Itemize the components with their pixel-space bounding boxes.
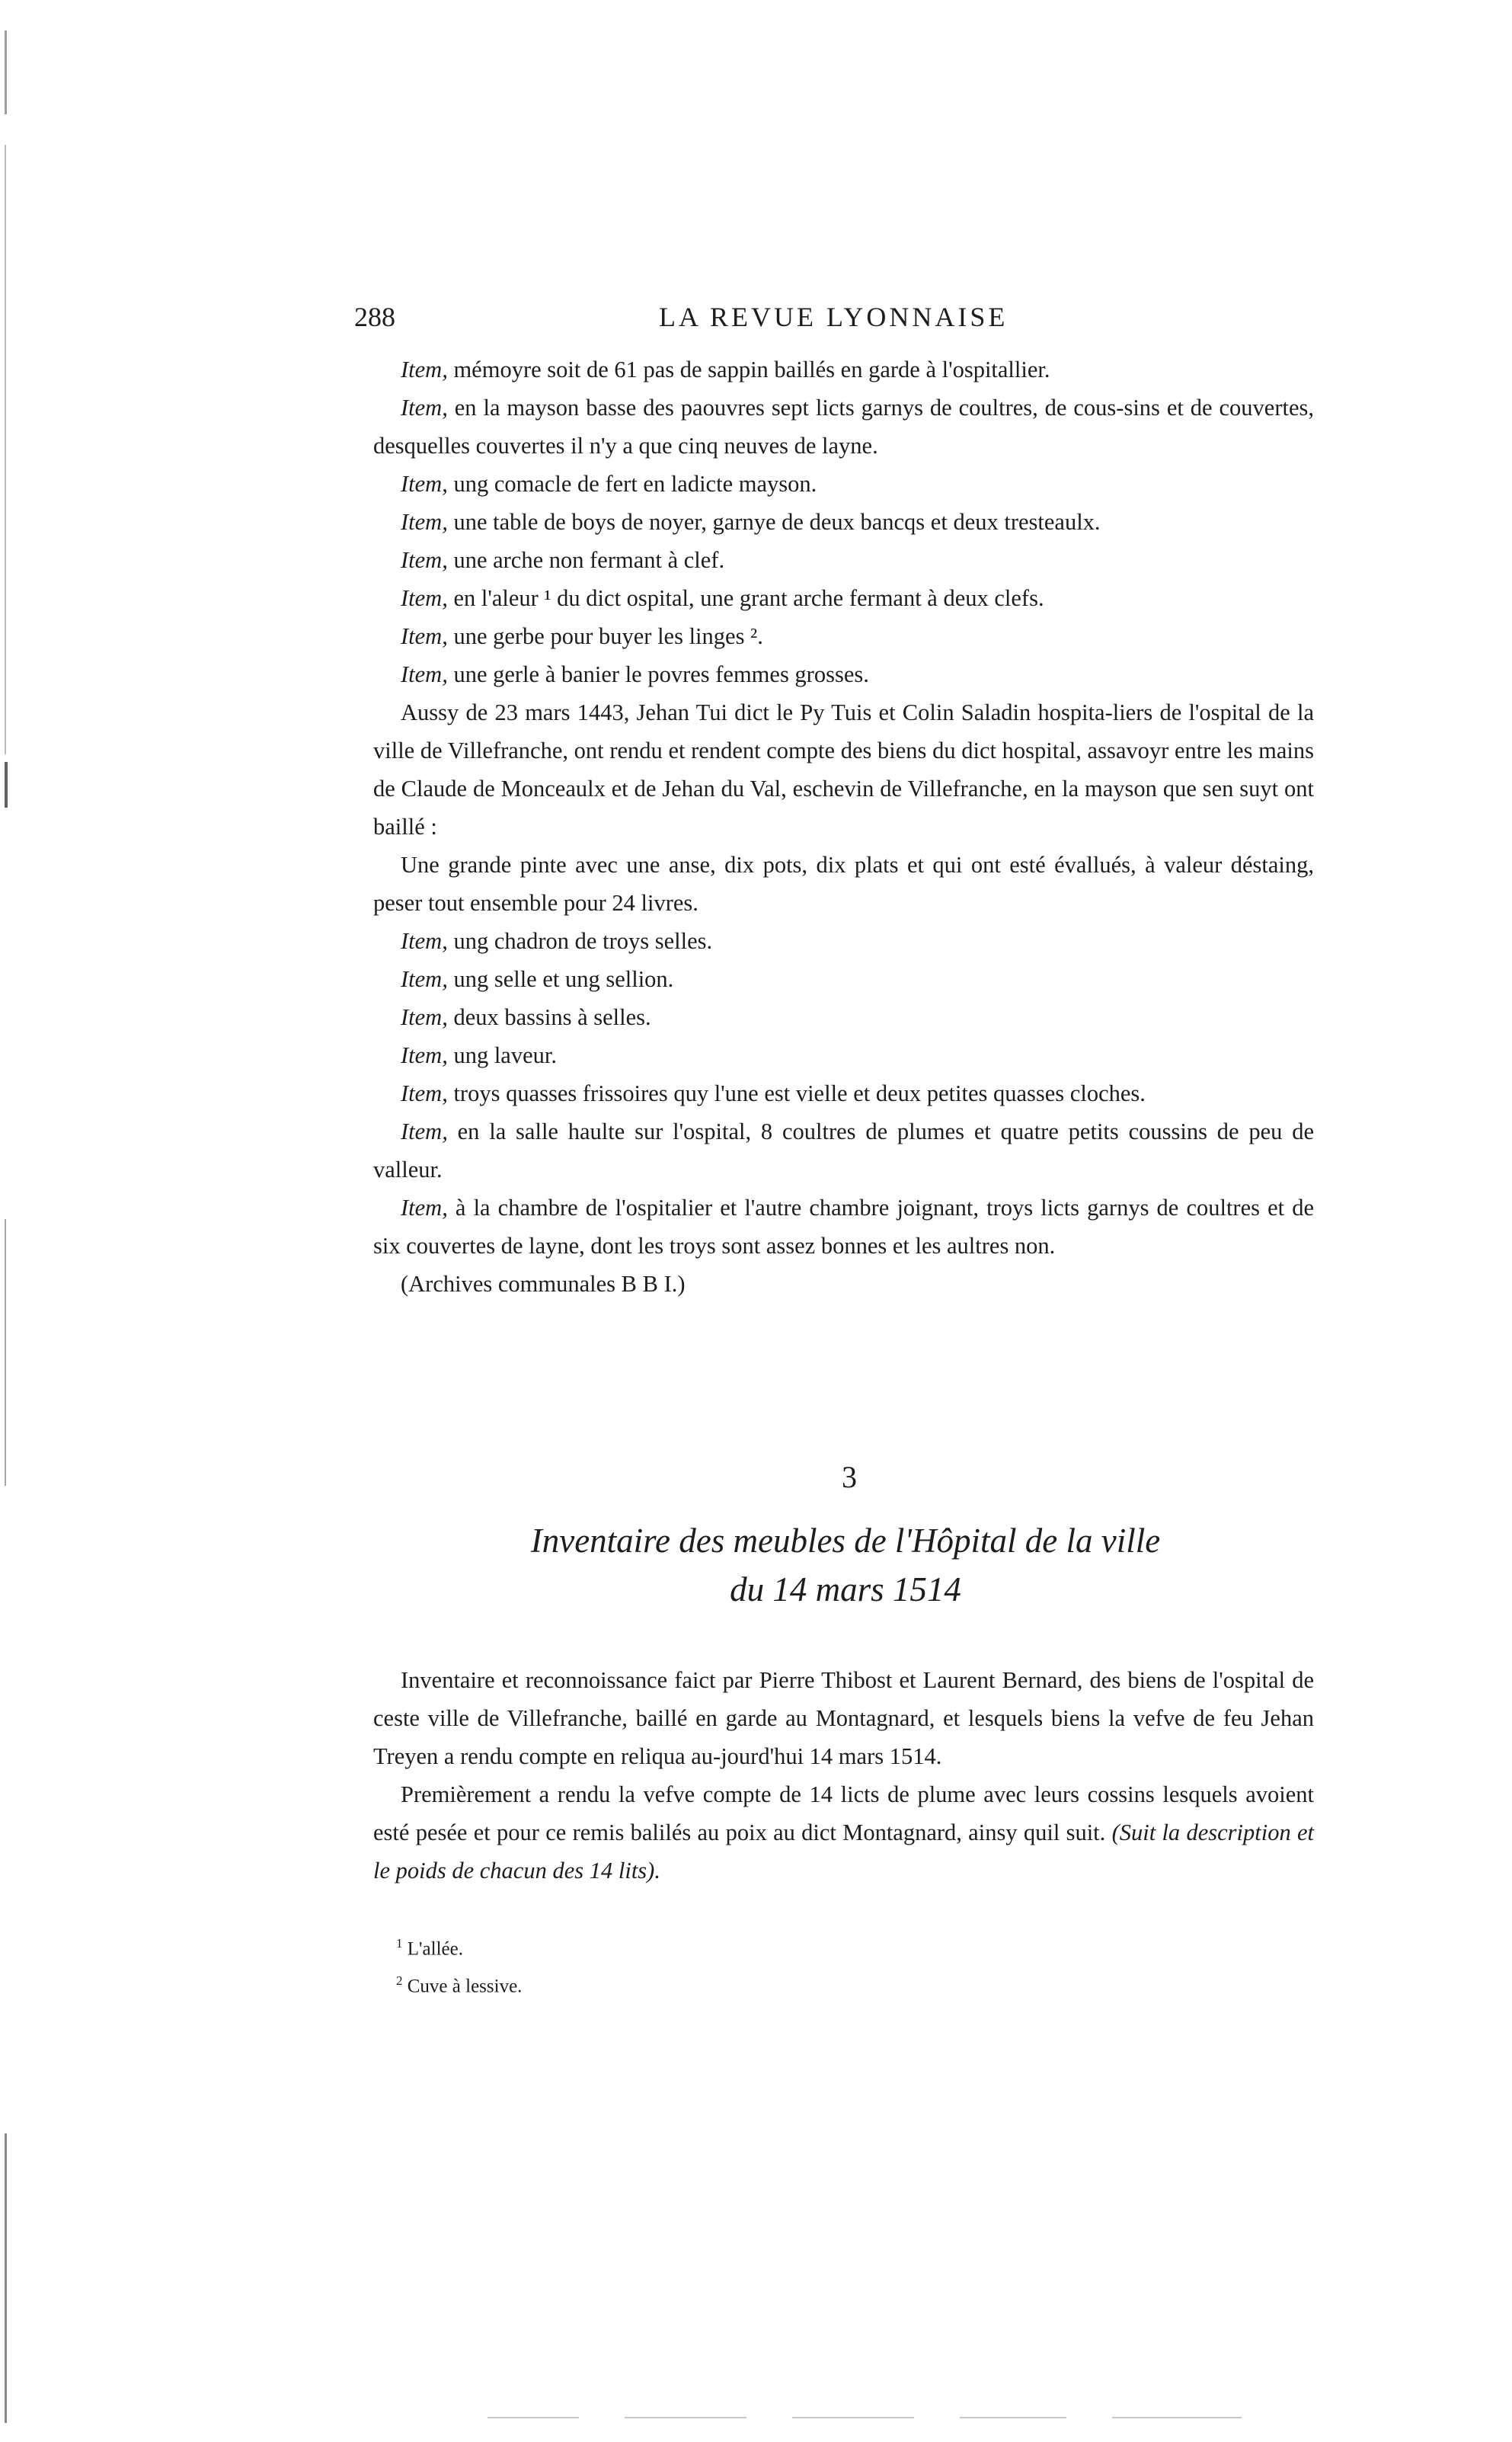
paragraph: Item, deux bassins à selles. bbox=[401, 1004, 651, 1030]
paragraph: Item, en l'aleur ¹ du dict ospital, une grant arche fermant à deux clefs. bbox=[401, 585, 1044, 611]
scan-edge-mark bbox=[5, 30, 7, 114]
paragraph: Item, troys quasses frissoires quy l'une est vielle et deux petites quasses cloches. bbox=[401, 1080, 1146, 1106]
paragraph: Item, une gerle à banier le povres femmes grosses. bbox=[401, 661, 869, 687]
paragraph: Une grande pinte avec une anse, dix pots, dix plats et qui ont esté évallués, à valeur déstaing, peser tout ensemble pour 24 livres. bbox=[373, 852, 1314, 916]
scan-edge-mark bbox=[5, 2133, 7, 2423]
running-title: LA REVUE LYONNAISE bbox=[659, 302, 1009, 332]
paragraph: Item, en la salle haulte sur l'ospital, 8 coultres de plumes et quatre petits coussins de peu de valleur. bbox=[373, 1119, 1314, 1183]
paragraph: Item, ung selle et ung sellion. bbox=[401, 966, 674, 992]
paragraph: Aussy de 23 mars 1443, Jehan Tui dict le Py Tuis et Colin Saladin hospita-liers de l'ospital de la ville de Villefranche, ont rendu et rendent compte des biens du dict hospital, assavoyr entre les mains de Claude de Monceaulx et de Jehan du Val, eschevin de Villefranche, en la mayson que sen suyt ont baillé : bbox=[373, 699, 1314, 840]
scan-rule bbox=[960, 2417, 1066, 2418]
section-title bbox=[396, 1516, 1295, 1614]
page-number: 288 bbox=[354, 302, 395, 332]
scan-edge-mark bbox=[5, 762, 8, 808]
paragraph: Inventaire et reconnoissance faict par Pierre Thibost et Laurent Bernard, des biens de l'ospital de ceste ville de Villefranche, baillé en garde au Montagnard, et lesquels biens la vefve de feu Jehan Treyen a rendu compte en reliqua au-jourd'hui 14 mars 1514. bbox=[373, 1667, 1314, 1769]
scan-edge-mark bbox=[5, 145, 6, 754]
footnote: $^1$ L'allée. bbox=[396, 1936, 463, 1960]
section-title-line-2: du 14 mars 1514 bbox=[730, 1570, 961, 1608]
paragraph: Item, ung comacle de fert en ladicte mayson. bbox=[401, 471, 817, 497]
paragraph: Item, une table de boys de noyer, garnye de deux bancqs et deux tresteaulx. bbox=[401, 509, 1101, 535]
footnote: $^2$ Cuve à lessive. bbox=[396, 1973, 523, 1997]
paragraph: Item, une arche non fermant à clef. bbox=[401, 547, 725, 573]
inventory-text-section-2 bbox=[373, 1661, 1314, 1890]
paragraph: Item, ung laveur. bbox=[401, 1042, 557, 1068]
scan-rule bbox=[792, 2417, 914, 2418]
paragraph: Item, ung chadron de troys selles. bbox=[401, 928, 713, 954]
page-header bbox=[354, 301, 1337, 339]
scan-rule bbox=[487, 2417, 579, 2418]
archive-reference: (Archives communales B B I.) bbox=[401, 1271, 686, 1297]
scan-rule bbox=[1112, 2417, 1242, 2418]
section-title-line-1: Inventaire des meubles de l'Hôpital de la ville bbox=[530, 1522, 1161, 1560]
footnotes bbox=[396, 1928, 929, 2003]
paragraph: Premièrement a rendu la vefve compte de 14 licts de plume avec leurs cossins lesquels avoient esté pesée et pour ce remis balilés au poix au dict Montagnard, ainsy quil suit. (Suit la description et le poids de chacun des 14 lits). bbox=[373, 1781, 1314, 1884]
inventory-text-section-1 bbox=[373, 350, 1314, 1303]
scan-edge-mark bbox=[5, 1219, 6, 1486]
section-number: 3 bbox=[842, 1460, 857, 1494]
paragraph: Item, à la chambre de l'ospitalier et l'autre chambre joignant, troys licts garnys de coultres et de six couvertes de layne, dont les troys sont assez bonnes et les aultres non. bbox=[373, 1195, 1314, 1259]
paragraph: Item, une gerbe pour buyer les linges ². bbox=[401, 623, 763, 649]
paragraph: Item, en la mayson basse des paouvres sept licts garnys de coultres, de cous-sins et de couvertes, desquelles couvertes il n'y a que cinq neuves de layne. bbox=[373, 395, 1314, 459]
paragraph: Item, mémoyre soit de 61 pas de sappin baillés en garde à l'ospitallier. bbox=[401, 357, 1050, 382]
scan-rule bbox=[625, 2417, 746, 2418]
